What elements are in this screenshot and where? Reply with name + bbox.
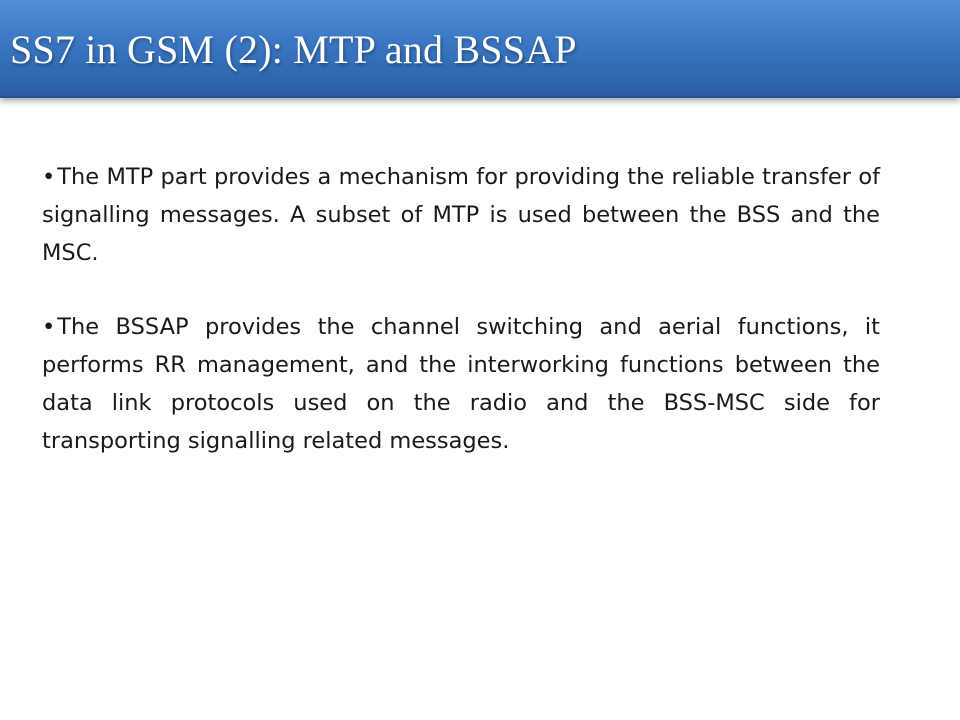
bullet-glyph: • [42, 314, 56, 340]
bullet-glyph: • [42, 164, 56, 190]
bullet-paragraph-bssap [42, 308, 880, 460]
paragraph-text: The BSSAP provides the channel switching and aerial functions, it performs RR management, and the interworking functions between the data link protocols used on the radio and the BSS-MSC side for transporting signalling related messages. [42, 314, 880, 454]
slide-title: SS7 in GSM (2): MTP and BSSAP [10, 27, 577, 72]
title-bar [0, 0, 960, 98]
slide-body [42, 158, 880, 496]
paragraph-text: The MTP part provides a mechanism for providing the reliable transfer of signalling messages. A subset of MTP is used between the BSS and the MSC. [42, 164, 880, 266]
bullet-paragraph-mtp [42, 158, 880, 272]
